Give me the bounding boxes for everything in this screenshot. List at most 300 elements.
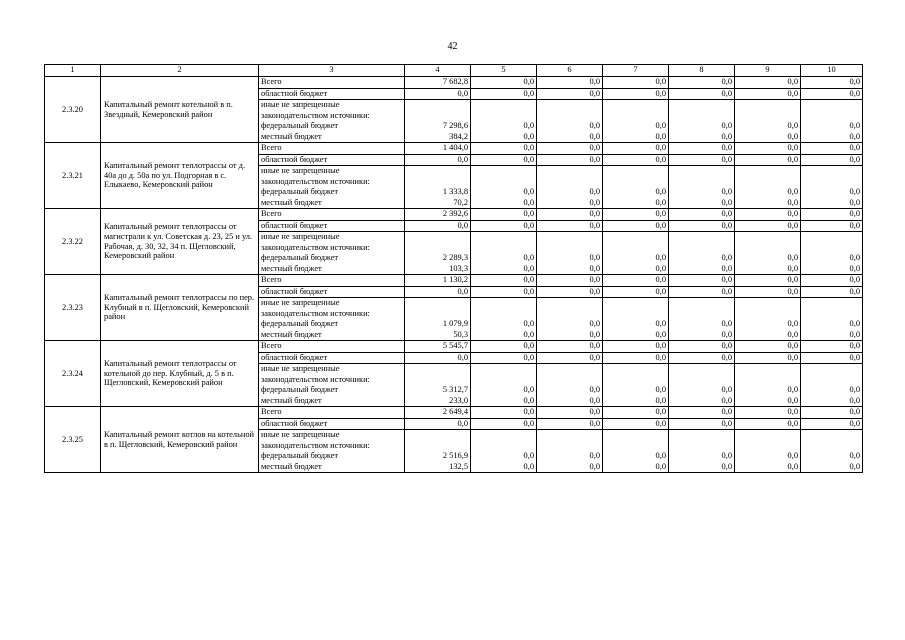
value-spacer [669,364,734,375]
source-federal-label: федеральный бюджет [261,319,339,329]
value-total: 0,0 [735,77,800,89]
source-local-label: местный бюджет [261,197,322,207]
budget-table [44,64,863,473]
item-number: 2.3.23 [45,275,101,341]
value-spacer [603,177,668,188]
value-cell [801,341,863,407]
value-spacer [669,232,734,243]
source-local-label: местный бюджет [261,131,322,141]
value-total: 0,0 [471,275,536,287]
value-regional: 0,0 [603,353,668,365]
value-spacer [669,430,734,441]
value-local: 0,0 [721,395,732,405]
value-cell [603,209,669,275]
value-spacer [801,441,862,452]
value-regional: 0,0 [669,353,734,365]
value-regional: 0,0 [735,353,800,365]
value-total: 0,0 [735,407,800,419]
value-total: 0,0 [735,209,800,221]
value-local: 0,0 [589,131,600,141]
value-local: 0,0 [523,461,534,471]
value-federal: 0,0 [721,187,732,197]
value-federal: 0,0 [589,451,600,461]
value-local: 0,0 [849,329,860,339]
value-cell [735,407,801,473]
value-local: 0,0 [787,395,798,405]
value-regional: 0,0 [603,419,668,431]
table-row [45,143,863,209]
budget-table-body [45,65,863,473]
value-local: 0,0 [721,131,732,141]
value-spacer [537,309,602,320]
value-regional: 0,0 [801,155,862,167]
value-regional: 0,0 [669,221,734,233]
source-federal-label: федеральный бюджет [261,253,339,263]
value-regional: 0,0 [537,353,602,365]
value-local: 0,0 [721,329,732,339]
value-spacer [801,375,862,386]
source-federal-label: федеральный бюджет [261,451,339,461]
source-regional-label: областной бюджет [259,353,404,365]
item-name: Капитальный ремонт теплотрассы от магистрали к ул. Советская д. 23, 25 и ул. Рабочая, д. 30, 32, 34 п. Щегловский, Кемеровский район [101,209,259,275]
value-local: 0,0 [655,263,666,273]
value-spacer [669,309,734,320]
value-cell [405,341,471,407]
value-cell [537,77,603,143]
value-cell [537,209,603,275]
value-spacer [801,243,862,254]
value-federal: 0,0 [787,385,798,395]
source-local-label: местный бюджет [261,461,322,471]
value-cell [537,275,603,341]
value-local: 0,0 [655,461,666,471]
value-spacer [471,243,536,254]
value-spacer [537,111,602,122]
funding-sources [259,143,405,209]
value-cell [669,77,735,143]
value-regional: 0,0 [735,89,800,101]
column-number: 9 [735,65,801,77]
value-regional: 0,0 [669,419,734,431]
value-regional: 0,0 [537,221,602,233]
value-local: 0,0 [523,395,534,405]
value-local: 0,0 [721,461,732,471]
value-spacer [537,441,602,452]
value-total: 0,0 [471,407,536,419]
value-spacer [669,298,734,309]
value-federal: 0,0 [787,319,798,329]
value-local: 0,0 [523,329,534,339]
item-name: Капитальный ремонт теплотрассы по пер. Клубный в п. Щегловский, Кемеровский район [101,275,259,341]
value-cell [603,275,669,341]
value-spacer [801,298,862,309]
source-other-label: законодательством источники: [261,440,370,450]
item-number: 2.3.21 [45,143,101,209]
value-regional: 0,0 [801,89,862,101]
funding-sources [259,275,405,341]
value-regional: 0,0 [603,221,668,233]
column-number: 5 [471,65,537,77]
value-local: 0,0 [655,197,666,207]
item-name: Капитальный ремонт теплотрассы от д. 40а до д. 50а по ул. Подгорная в с. Елыкаево, Кемеровский район [101,143,259,209]
value-local: 103,3 [449,263,468,273]
column-number: 8 [669,65,735,77]
value-cell [669,143,735,209]
value-total: 0,0 [603,407,668,419]
value-spacer [471,309,536,320]
value-total: 1 404,0 [405,143,470,155]
value-federal: 0,0 [721,385,732,395]
value-regional: 0,0 [735,287,800,299]
value-cell [471,209,537,275]
value-spacer [735,441,800,452]
column-number: 3 [259,65,405,77]
value-local: 384,2 [449,131,468,141]
item-name: Капитальный ремонт теплотрассы от котельной до пер. Клубный, д. 5 в п. Щегловский, Кемеровский район [101,341,259,407]
value-total: 0,0 [669,407,734,419]
source-local-label: местный бюджет [261,263,322,273]
value-total: 0,0 [669,209,734,221]
value-local: 0,0 [721,197,732,207]
value-spacer [537,232,602,243]
value-federal: 0,0 [849,187,860,197]
value-federal: 1 079,9 [442,319,468,329]
value-spacer [405,298,470,309]
value-spacer [603,232,668,243]
source-total-label: Всего [259,341,404,353]
value-local: 0,0 [655,131,666,141]
funding-sources [259,341,405,407]
item-number: 2.3.20 [45,77,101,143]
value-total: 0,0 [801,209,862,221]
value-cell [735,77,801,143]
value-spacer [471,232,536,243]
value-cell [669,209,735,275]
value-federal: 0,0 [655,451,666,461]
value-spacer [405,309,470,320]
value-spacer [735,430,800,441]
value-spacer [801,177,862,188]
value-spacer [735,309,800,320]
value-total: 0,0 [603,209,668,221]
value-spacer [669,111,734,122]
column-number-row [45,65,863,77]
value-total: 0,0 [471,341,536,353]
value-spacer [801,111,862,122]
value-regional: 0,0 [471,419,536,431]
value-cell [801,407,863,473]
value-federal: 0,0 [787,451,798,461]
value-regional: 0,0 [669,89,734,101]
value-cell [669,275,735,341]
value-spacer [603,364,668,375]
funding-sources [259,77,405,143]
value-local: 50,3 [453,329,468,339]
value-spacer [669,166,734,177]
page-number: 42 [447,41,458,52]
value-total: 0,0 [537,341,602,353]
value-spacer [603,243,668,254]
value-regional: 0,0 [801,221,862,233]
value-spacer [735,232,800,243]
funding-sources [259,407,405,473]
source-other-label: иные не запрещенные [261,232,340,242]
source-other-label: законодательством источники: [261,176,370,186]
value-federal: 0,0 [523,319,534,329]
value-spacer [471,441,536,452]
value-total: 0,0 [537,77,602,89]
value-federal: 0,0 [721,253,732,263]
value-cell [735,209,801,275]
value-cell [405,209,471,275]
source-regional-label: областной бюджет [259,419,404,431]
value-cell [471,77,537,143]
column-number: 7 [603,65,669,77]
value-regional: 0,0 [471,89,536,101]
source-other-label: законодательством источники: [261,242,370,252]
value-spacer [669,100,734,111]
value-total: 0,0 [801,341,862,353]
value-federal: 0,0 [721,121,732,131]
value-local: 70,2 [453,197,468,207]
value-local: 0,0 [589,197,600,207]
table-row [45,341,863,407]
source-regional-label: областной бюджет [259,89,404,101]
value-federal: 2 289,3 [442,253,468,263]
item-number: 2.3.24 [45,341,101,407]
value-total: 0,0 [735,275,800,287]
value-regional: 0,0 [801,353,862,365]
source-regional-label: областной бюджет [259,287,404,299]
value-cell [801,77,863,143]
value-federal: 0,0 [849,451,860,461]
value-regional: 0,0 [405,419,470,431]
value-spacer [471,111,536,122]
value-spacer [471,298,536,309]
value-cell [537,407,603,473]
value-spacer [471,430,536,441]
value-federal: 0,0 [849,385,860,395]
source-total-label: Всего [259,407,404,419]
value-spacer [405,100,470,111]
value-regional: 0,0 [735,419,800,431]
value-spacer [801,166,862,177]
value-spacer [735,177,800,188]
value-cell [801,209,863,275]
value-spacer [669,243,734,254]
value-total: 0,0 [669,341,734,353]
value-federal: 0,0 [523,385,534,395]
value-spacer [603,441,668,452]
value-total: 0,0 [537,209,602,221]
value-cell [603,143,669,209]
value-local: 0,0 [523,263,534,273]
value-total: 5 545,7 [405,341,470,353]
value-spacer [735,243,800,254]
value-regional: 0,0 [405,155,470,167]
value-federal: 0,0 [787,121,798,131]
value-spacer [603,298,668,309]
value-regional: 0,0 [603,89,668,101]
value-local: 0,0 [849,395,860,405]
value-spacer [669,375,734,386]
source-federal-label: федеральный бюджет [261,385,339,395]
value-federal: 0,0 [655,121,666,131]
value-local: 0,0 [589,263,600,273]
value-spacer [603,375,668,386]
value-federal: 0,0 [523,253,534,263]
value-regional: 0,0 [735,155,800,167]
value-spacer [801,100,862,111]
value-regional: 0,0 [735,221,800,233]
value-spacer [669,177,734,188]
value-local: 0,0 [721,263,732,273]
value-federal: 2 516,9 [442,451,468,461]
value-spacer [405,111,470,122]
value-local: 0,0 [523,131,534,141]
value-local: 0,0 [655,395,666,405]
value-spacer [735,166,800,177]
value-total: 0,0 [603,77,668,89]
source-local-label: местный бюджет [261,395,322,405]
value-local: 0,0 [787,197,798,207]
value-spacer [669,441,734,452]
value-regional: 0,0 [471,221,536,233]
value-spacer [537,100,602,111]
value-total: 0,0 [735,143,800,155]
source-total-label: Всего [259,143,404,155]
source-local-label: местный бюджет [261,329,322,339]
column-number: 2 [101,65,259,77]
value-cell [735,143,801,209]
value-federal: 0,0 [655,187,666,197]
value-regional: 0,0 [405,353,470,365]
column-number: 10 [801,65,863,77]
value-federal: 0,0 [589,121,600,131]
value-federal: 0,0 [589,187,600,197]
column-number: 6 [537,65,603,77]
value-local: 0,0 [849,263,860,273]
value-total: 0,0 [471,143,536,155]
value-cell [603,407,669,473]
value-cell [471,341,537,407]
value-spacer [537,375,602,386]
value-cell [735,341,801,407]
value-spacer [537,243,602,254]
item-name: Капитальный ремонт котельной в п. Звездный, Кемеровский район [101,77,259,143]
value-spacer [603,309,668,320]
value-federal: 0,0 [787,187,798,197]
item-name: Капитальный ремонт котлов на котельной в п. Щегловский, Кемеровский район [101,407,259,473]
value-total: 0,0 [471,209,536,221]
value-regional: 0,0 [537,155,602,167]
value-local: 0,0 [787,263,798,273]
value-spacer [471,166,536,177]
value-total: 0,0 [471,77,536,89]
table-row [45,77,863,143]
value-federal: 0,0 [655,385,666,395]
value-spacer [537,177,602,188]
value-local: 0,0 [655,329,666,339]
funding-sources [259,209,405,275]
value-regional: 0,0 [405,221,470,233]
value-local: 0,0 [787,329,798,339]
item-number: 2.3.22 [45,209,101,275]
value-spacer [405,441,470,452]
source-other-label: иные не запрещенные [261,364,340,374]
value-spacer [603,166,668,177]
value-regional: 0,0 [471,353,536,365]
value-federal: 0,0 [589,385,600,395]
value-spacer [537,364,602,375]
value-federal: 0,0 [849,253,860,263]
source-total-label: Всего [259,275,404,287]
value-total: 2 392,6 [405,209,470,221]
value-cell [405,407,471,473]
source-other-label: иные не запрещенные [261,430,340,440]
value-cell [669,341,735,407]
value-spacer [801,430,862,441]
value-cell [405,143,471,209]
value-spacer [405,243,470,254]
value-spacer [537,298,602,309]
value-local: 0,0 [787,131,798,141]
value-regional: 0,0 [537,89,602,101]
value-total: 0,0 [537,275,602,287]
value-spacer [537,430,602,441]
table-row [45,275,863,341]
value-cell [735,275,801,341]
source-regional-label: областной бюджет [259,155,404,167]
source-federal-label: федеральный бюджет [261,121,339,131]
value-spacer [405,166,470,177]
value-cell [801,275,863,341]
value-spacer [405,177,470,188]
value-regional: 0,0 [537,419,602,431]
value-cell [405,275,471,341]
source-other-label: законодательством источники: [261,110,370,120]
value-spacer [471,375,536,386]
value-regional: 0,0 [405,89,470,101]
value-federal: 0,0 [523,451,534,461]
value-cell [603,77,669,143]
value-total: 0,0 [801,275,862,287]
value-total: 0,0 [801,143,862,155]
value-total: 0,0 [735,341,800,353]
value-total: 0,0 [537,407,602,419]
source-other-label: законодательством источники: [261,308,370,318]
value-federal: 7 298,6 [442,121,468,131]
value-total: 0,0 [801,407,862,419]
value-cell [471,407,537,473]
value-total: 0,0 [801,77,862,89]
value-local: 0,0 [589,329,600,339]
value-spacer [735,111,800,122]
column-number: 4 [405,65,471,77]
value-federal: 0,0 [849,121,860,131]
value-spacer [405,430,470,441]
value-local: 233,0 [449,395,468,405]
value-regional: 0,0 [801,419,862,431]
value-cell [405,77,471,143]
value-local: 0,0 [849,461,860,471]
value-regional: 0,0 [471,287,536,299]
value-spacer [735,100,800,111]
value-federal: 0,0 [655,319,666,329]
source-other-label: иные не запрещенные [261,100,340,110]
source-other-label: иные не запрещенные [261,298,340,308]
value-spacer [405,364,470,375]
